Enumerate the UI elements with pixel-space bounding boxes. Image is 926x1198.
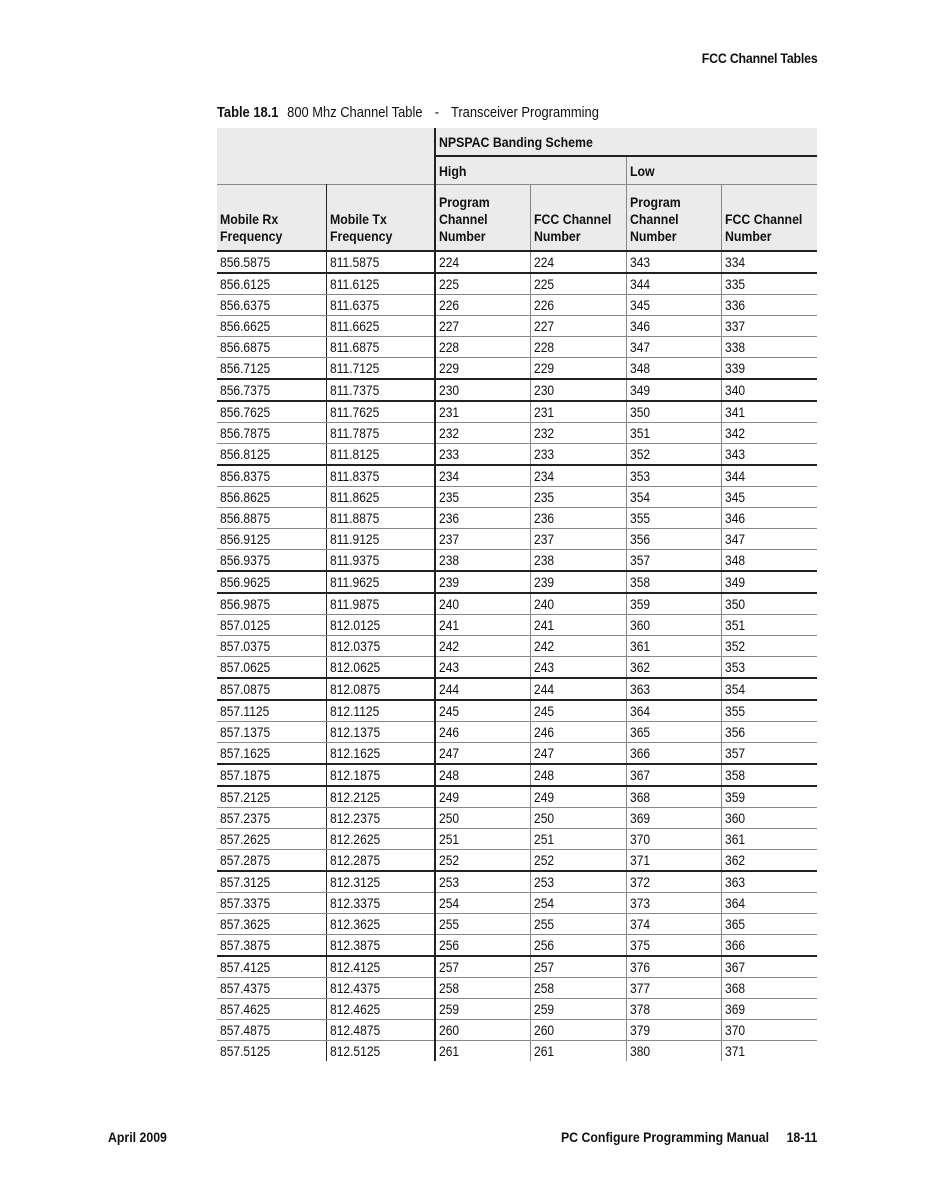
footer-manual-title: PC Configure Programming Manual [560, 1129, 769, 1145]
cell-low-fcc-channel: 343 [721, 444, 817, 466]
cell-mobile-rx-frequency: 857.4625 [217, 999, 326, 1020]
cell-mobile-rx-frequency: 857.2125 [217, 786, 326, 808]
caption-separator: - [434, 104, 439, 121]
cell-high-fcc-channel: 239 [530, 571, 626, 593]
cell-low-program-channel: 363 [626, 678, 721, 700]
cell-high-fcc-channel: 261 [530, 1041, 626, 1062]
table-row [217, 615, 817, 636]
cell-mobile-tx-frequency: 811.9125 [326, 529, 435, 550]
cell-low-fcc-channel: 344 [721, 465, 817, 487]
table-subtitle: Transceiver Programming [450, 104, 599, 121]
cell-high-fcc-channel: 253 [530, 871, 626, 893]
cell-high-program-channel: 231 [435, 401, 530, 423]
cell-mobile-tx-frequency: 811.8375 [326, 465, 435, 487]
cell-low-program-channel: 347 [626, 337, 721, 358]
cell-low-fcc-channel: 362 [721, 850, 817, 872]
column-header-high-fcc-channel: FCC Channel Number [530, 185, 626, 252]
cell-high-fcc-channel: 234 [530, 465, 626, 487]
cell-low-program-channel: 359 [626, 593, 721, 615]
table-row [217, 636, 817, 657]
cell-high-fcc-channel: 255 [530, 914, 626, 935]
cell-high-program-channel: 261 [435, 1041, 530, 1062]
cell-high-fcc-channel: 229 [530, 358, 626, 380]
table-row [217, 743, 817, 765]
table-row [217, 444, 817, 466]
cell-mobile-rx-frequency: 856.9125 [217, 529, 326, 550]
cell-mobile-tx-frequency: 812.3625 [326, 914, 435, 935]
cell-high-program-channel: 241 [435, 615, 530, 636]
cell-high-program-channel: 258 [435, 978, 530, 999]
cell-low-program-channel: 355 [626, 508, 721, 529]
cell-high-fcc-channel: 249 [530, 786, 626, 808]
table-row [217, 1041, 817, 1062]
cell-high-program-channel: 247 [435, 743, 530, 765]
cell-high-fcc-channel: 231 [530, 401, 626, 423]
cell-mobile-rx-frequency: 856.6375 [217, 295, 326, 316]
cell-mobile-tx-frequency: 811.9875 [326, 593, 435, 615]
table-row [217, 550, 817, 572]
cell-high-program-channel: 230 [435, 379, 530, 401]
cell-low-program-channel: 345 [626, 295, 721, 316]
column-header-high-program-channel: Program Channel Number [435, 185, 530, 252]
cell-mobile-rx-frequency: 856.5875 [217, 251, 326, 273]
table-row [217, 379, 817, 401]
cell-high-program-channel: 248 [435, 764, 530, 786]
cell-high-program-channel: 240 [435, 593, 530, 615]
cell-low-program-channel: 358 [626, 571, 721, 593]
table-row [217, 251, 817, 273]
cell-high-program-channel: 244 [435, 678, 530, 700]
cell-mobile-rx-frequency: 857.0875 [217, 678, 326, 700]
cell-high-fcc-channel: 227 [530, 316, 626, 337]
cell-high-program-channel: 234 [435, 465, 530, 487]
cell-mobile-rx-frequency: 857.1875 [217, 764, 326, 786]
cell-mobile-rx-frequency: 857.4125 [217, 956, 326, 978]
table-title: 800 Mhz Channel Table [287, 104, 423, 121]
cell-low-fcc-channel: 353 [721, 657, 817, 679]
cell-low-fcc-channel: 367 [721, 956, 817, 978]
table-row [217, 423, 817, 444]
cell-high-fcc-channel: 230 [530, 379, 626, 401]
cell-mobile-rx-frequency: 857.1625 [217, 743, 326, 765]
cell-mobile-tx-frequency: 812.3875 [326, 935, 435, 957]
cell-mobile-rx-frequency: 856.8375 [217, 465, 326, 487]
cell-high-program-channel: 242 [435, 636, 530, 657]
table-row [217, 508, 817, 529]
cell-mobile-tx-frequency: 811.7375 [326, 379, 435, 401]
cell-mobile-rx-frequency: 857.3625 [217, 914, 326, 935]
table-row [217, 273, 817, 295]
cell-low-program-channel: 352 [626, 444, 721, 466]
header-blank-cell [217, 128, 435, 185]
cell-mobile-tx-frequency: 812.4625 [326, 999, 435, 1020]
cell-low-fcc-channel: 356 [721, 722, 817, 743]
cell-mobile-rx-frequency: 857.0375 [217, 636, 326, 657]
cell-low-fcc-channel: 366 [721, 935, 817, 957]
cell-low-program-channel: 346 [626, 316, 721, 337]
cell-high-program-channel: 228 [435, 337, 530, 358]
table-row [217, 850, 817, 872]
cell-low-program-channel: 343 [626, 251, 721, 273]
table-row [217, 956, 817, 978]
cell-low-program-channel: 380 [626, 1041, 721, 1062]
cell-low-program-channel: 374 [626, 914, 721, 935]
cell-low-fcc-channel: 358 [721, 764, 817, 786]
cell-low-fcc-channel: 336 [721, 295, 817, 316]
header-banding-scheme: NPSPAC Banding Scheme [435, 128, 817, 156]
cell-high-fcc-channel: 241 [530, 615, 626, 636]
cell-mobile-tx-frequency: 811.9625 [326, 571, 435, 593]
cell-mobile-rx-frequency: 857.2375 [217, 808, 326, 829]
cell-high-program-channel: 256 [435, 935, 530, 957]
cell-mobile-tx-frequency: 812.0375 [326, 636, 435, 657]
cell-high-fcc-channel: 259 [530, 999, 626, 1020]
table-row [217, 593, 817, 615]
cell-high-program-channel: 257 [435, 956, 530, 978]
cell-high-program-channel: 254 [435, 893, 530, 914]
cell-high-program-channel: 232 [435, 423, 530, 444]
cell-mobile-rx-frequency: 856.6875 [217, 337, 326, 358]
table-row [217, 829, 817, 850]
cell-high-program-channel: 249 [435, 786, 530, 808]
cell-low-fcc-channel: 334 [721, 251, 817, 273]
cell-mobile-tx-frequency: 812.4375 [326, 978, 435, 999]
cell-low-fcc-channel: 340 [721, 379, 817, 401]
cell-high-fcc-channel: 233 [530, 444, 626, 466]
cell-low-program-channel: 365 [626, 722, 721, 743]
cell-mobile-rx-frequency: 856.9875 [217, 593, 326, 615]
cell-mobile-tx-frequency: 811.9375 [326, 550, 435, 572]
cell-low-fcc-channel: 371 [724, 1043, 745, 1059]
table-row [217, 722, 817, 743]
cell-high-fcc-channel: 244 [530, 678, 626, 700]
cell-high-program-channel: 227 [435, 316, 530, 337]
cell-low-fcc-channel: 339 [721, 358, 817, 380]
cell-mobile-rx-frequency: 857.0125 [217, 615, 326, 636]
cell-low-program-channel: 369 [626, 808, 721, 829]
cell-mobile-rx-frequency: 856.9375 [217, 550, 326, 572]
cell-mobile-tx-frequency: 811.6625 [326, 316, 435, 337]
cell-mobile-tx-frequency: 812.4875 [326, 1020, 435, 1041]
cell-low-program-channel: 344 [626, 273, 721, 295]
cell-low-fcc-channel: 355 [721, 700, 817, 722]
cell-high-program-channel: 259 [435, 999, 530, 1020]
cell-low-program-channel: 351 [626, 423, 721, 444]
cell-mobile-rx-frequency: 856.7875 [217, 423, 326, 444]
table-row [217, 786, 817, 808]
table-row [217, 358, 817, 380]
cell-high-program-channel: 251 [435, 829, 530, 850]
table-row [217, 465, 817, 487]
cell-low-program-channel: 376 [626, 956, 721, 978]
cell-low-program-channel: 375 [626, 935, 721, 957]
cell-high-program-channel: 226 [435, 295, 530, 316]
cell-mobile-tx-frequency: 812.2875 [326, 850, 435, 872]
footer-manual-info [561, 1129, 817, 1145]
table-row [217, 808, 817, 829]
cell-mobile-rx-frequency: 856.6125 [217, 273, 326, 295]
cell-high-program-channel: 252 [435, 850, 530, 872]
cell-high-program-channel: 245 [435, 700, 530, 722]
cell-mobile-tx-frequency: 812.0625 [326, 657, 435, 679]
cell-high-fcc-channel: 260 [530, 1020, 626, 1041]
cell-low-program-channel: 357 [626, 550, 721, 572]
cell-mobile-rx-frequency: 856.7375 [217, 379, 326, 401]
cell-mobile-tx-frequency: 812.1375 [326, 722, 435, 743]
cell-mobile-rx-frequency: 856.8125 [217, 444, 326, 466]
cell-low-fcc-channel: 348 [721, 550, 817, 572]
cell-mobile-tx-frequency: 811.8125 [326, 444, 435, 466]
column-header-low-fcc-channel: FCC Channel Number [721, 185, 817, 252]
cell-high-program-channel: 253 [435, 871, 530, 893]
cell-low-fcc-channel: 360 [721, 808, 817, 829]
cell-low-fcc-channel: 370 [721, 1020, 817, 1041]
cell-low-fcc-channel: 337 [721, 316, 817, 337]
cell-mobile-tx-frequency: 811.5875 [326, 251, 435, 273]
cell-low-program-channel: 377 [626, 978, 721, 999]
cell-low-program-channel: 364 [626, 700, 721, 722]
cell-mobile-rx-frequency: 856.7125 [217, 358, 326, 380]
column-header-mobile-tx: Mobile Tx Frequency [326, 185, 435, 252]
cell-low-program-channel: 350 [626, 401, 721, 423]
cell-high-fcc-channel: 248 [530, 764, 626, 786]
cell-mobile-rx-frequency: 857.1125 [217, 700, 326, 722]
table-row [217, 1020, 817, 1041]
cell-mobile-tx-frequency: 811.6125 [326, 273, 435, 295]
cell-low-fcc-channel: 349 [721, 571, 817, 593]
cell-low-program-channel: 373 [626, 893, 721, 914]
cell-high-program-channel: 235 [435, 487, 530, 508]
cell-mobile-tx-frequency: 812.1875 [326, 764, 435, 786]
cell-mobile-tx-frequency: 811.8625 [326, 487, 435, 508]
cell-mobile-rx-frequency: 857.4875 [217, 1020, 326, 1041]
table-row [217, 316, 817, 337]
cell-low-program-channel: 378 [626, 999, 721, 1020]
cell-mobile-rx-frequency: 856.9625 [217, 571, 326, 593]
table-row [217, 337, 817, 358]
cell-low-fcc-channel: 357 [721, 743, 817, 765]
cell-low-fcc-channel: 341 [721, 401, 817, 423]
cell-low-fcc-channel: 369 [721, 999, 817, 1020]
cell-low-fcc-channel: 359 [721, 786, 817, 808]
column-header-mobile-rx: Mobile Rx Frequency [217, 185, 326, 252]
cell-low-program-channel: 354 [626, 487, 721, 508]
cell-mobile-tx-frequency: 811.6375 [326, 295, 435, 316]
cell-low-fcc-channel: 345 [721, 487, 817, 508]
cell-mobile-rx-frequency: 857.4375 [217, 978, 326, 999]
cell-high-fcc-channel: 228 [530, 337, 626, 358]
cell-mobile-rx-frequency: 857.3375 [217, 893, 326, 914]
table-row [217, 401, 817, 423]
table-row [217, 657, 817, 679]
cell-high-fcc-channel: 226 [530, 295, 626, 316]
channel-table [217, 128, 817, 1061]
cell-low-program-channel: 368 [626, 786, 721, 808]
cell-high-fcc-channel: 224 [530, 251, 626, 273]
cell-mobile-rx-frequency: 856.6625 [217, 316, 326, 337]
cell-high-fcc-channel: 243 [530, 657, 626, 679]
cell-mobile-tx-frequency: 812.0875 [326, 678, 435, 700]
cell-high-fcc-channel: 254 [530, 893, 626, 914]
cell-low-fcc-channel: 364 [721, 893, 817, 914]
cell-low-program-channel: 366 [626, 743, 721, 765]
cell-high-program-channel: 238 [435, 550, 530, 572]
cell-low-program-channel: 361 [626, 636, 721, 657]
cell-high-fcc-channel: 246 [530, 722, 626, 743]
table-row [217, 571, 817, 593]
table-row [217, 914, 817, 935]
cell-low-fcc-channel: 346 [721, 508, 817, 529]
cell-low-fcc-channel: 350 [721, 593, 817, 615]
cell-high-fcc-channel: 251 [530, 829, 626, 850]
cell-low-program-channel: 353 [626, 465, 721, 487]
cell-mobile-tx-frequency: 811.7125 [326, 358, 435, 380]
cell-mobile-rx-frequency: 857.2625 [217, 829, 326, 850]
cell-high-fcc-channel: 256 [530, 935, 626, 957]
cell-low-program-channel: 379 [626, 1020, 721, 1041]
table-row [217, 700, 817, 722]
table-row [217, 764, 817, 786]
table-row [217, 893, 817, 914]
cell-mobile-rx-frequency: 857.0625 [217, 657, 326, 679]
cell-low-program-channel: 360 [626, 615, 721, 636]
cell-high-program-channel: 260 [435, 1020, 530, 1041]
table-header [217, 128, 817, 251]
cell-low-fcc-channel: 365 [721, 914, 817, 935]
cell-mobile-tx-frequency: 812.3125 [326, 871, 435, 893]
cell-mobile-rx-frequency: 857.1375 [217, 722, 326, 743]
cell-high-fcc-channel: 242 [530, 636, 626, 657]
cell-mobile-tx-frequency: 811.7625 [326, 401, 435, 423]
cell-low-program-channel: 367 [626, 764, 721, 786]
cell-high-program-channel: 239 [435, 571, 530, 593]
cell-mobile-tx-frequency: 812.2375 [326, 808, 435, 829]
cell-mobile-tx-frequency: 811.6875 [326, 337, 435, 358]
cell-mobile-tx-frequency: 812.2625 [326, 829, 435, 850]
table-row [217, 529, 817, 550]
cell-high-fcc-channel: 240 [530, 593, 626, 615]
cell-high-program-channel: 255 [435, 914, 530, 935]
header-band-low: Low [626, 156, 817, 185]
footer-date: April 2009 [108, 1129, 167, 1145]
cell-high-fcc-channel: 247 [530, 743, 626, 765]
cell-high-fcc-channel: 225 [530, 273, 626, 295]
table-caption [217, 104, 599, 121]
cell-high-program-channel: 225 [435, 273, 530, 295]
cell-mobile-rx-frequency: 857.3875 [217, 935, 326, 957]
cell-low-fcc-channel: 363 [721, 871, 817, 893]
table-row [217, 678, 817, 700]
cell-mobile-tx-frequency: 812.0125 [326, 615, 435, 636]
cell-low-program-channel: 356 [626, 529, 721, 550]
cell-mobile-rx-frequency: 856.8875 [217, 508, 326, 529]
running-header-title: FCC Channel Tables [701, 50, 817, 66]
table-row [217, 487, 817, 508]
cell-mobile-rx-frequency: 856.7625 [217, 401, 326, 423]
cell-low-program-channel: 370 [626, 829, 721, 850]
cell-high-fcc-channel: 238 [530, 550, 626, 572]
cell-low-fcc-channel: 347 [721, 529, 817, 550]
cell-low-fcc-channel: 354 [721, 678, 817, 700]
cell-low-fcc-channel: 368 [721, 978, 817, 999]
cell-high-fcc-channel: 250 [530, 808, 626, 829]
cell-mobile-rx-frequency: 857.2875 [217, 850, 326, 872]
cell-low-fcc-channel: 338 [721, 337, 817, 358]
cell-mobile-rx-frequency: 857.3125 [217, 871, 326, 893]
cell-low-fcc-channel: 351 [721, 615, 817, 636]
table-row [217, 935, 817, 957]
cell-mobile-tx-frequency: 812.4125 [326, 956, 435, 978]
cell-mobile-tx-frequency: 811.8875 [326, 508, 435, 529]
cell-high-fcc-channel: 235 [530, 487, 626, 508]
cell-mobile-tx-frequency: 812.2125 [326, 786, 435, 808]
cell-low-program-channel: 348 [626, 358, 721, 380]
cell-high-program-channel: 237 [435, 529, 530, 550]
cell-high-fcc-channel: 237 [530, 529, 626, 550]
cell-mobile-tx-frequency: 811.7875 [326, 423, 435, 444]
cell-high-fcc-channel: 245 [530, 700, 626, 722]
cell-high-fcc-channel: 232 [530, 423, 626, 444]
cell-high-program-channel: 224 [435, 251, 530, 273]
cell-mobile-tx-frequency: 812.1625 [326, 743, 435, 765]
cell-high-program-channel: 246 [435, 722, 530, 743]
cell-low-fcc-channel: 352 [721, 636, 817, 657]
cell-low-program-channel: 349 [626, 379, 721, 401]
table-row [217, 978, 817, 999]
table-body [217, 251, 817, 1061]
cell-low-program-channel: 362 [626, 657, 721, 679]
header-band-high: High [435, 156, 626, 185]
column-header-low-program-channel: Program Channel Number [626, 185, 721, 252]
cell-mobile-rx-frequency: 856.8625 [217, 487, 326, 508]
cell-low-fcc-channel: 342 [721, 423, 817, 444]
cell-high-fcc-channel: 258 [530, 978, 626, 999]
cell-high-fcc-channel: 252 [530, 850, 626, 872]
cell-mobile-tx-frequency: 812.1125 [326, 700, 435, 722]
cell-high-program-channel: 243 [435, 657, 530, 679]
cell-mobile-rx-frequency: 857.5125 [217, 1041, 326, 1062]
table-row [217, 999, 817, 1020]
cell-high-fcc-channel: 257 [530, 956, 626, 978]
table-row [217, 295, 817, 316]
cell-high-program-channel: 250 [435, 808, 530, 829]
cell-low-fcc-channel: 335 [721, 273, 817, 295]
page-number: 18-11 [786, 1129, 817, 1145]
cell-mobile-tx-frequency: 812.5125 [326, 1041, 435, 1062]
table-row [217, 871, 817, 893]
table-number: Table 18.1 [217, 104, 279, 121]
cell-high-program-channel: 233 [435, 444, 530, 466]
cell-high-fcc-channel: 236 [530, 508, 626, 529]
cell-low-fcc-channel: 361 [721, 829, 817, 850]
cell-low-program-channel: 371 [626, 850, 721, 872]
cell-low-program-channel: 372 [626, 871, 721, 893]
cell-high-program-channel: 236 [435, 508, 530, 529]
cell-high-program-channel: 229 [435, 358, 530, 380]
cell-mobile-tx-frequency: 812.3375 [326, 893, 435, 914]
